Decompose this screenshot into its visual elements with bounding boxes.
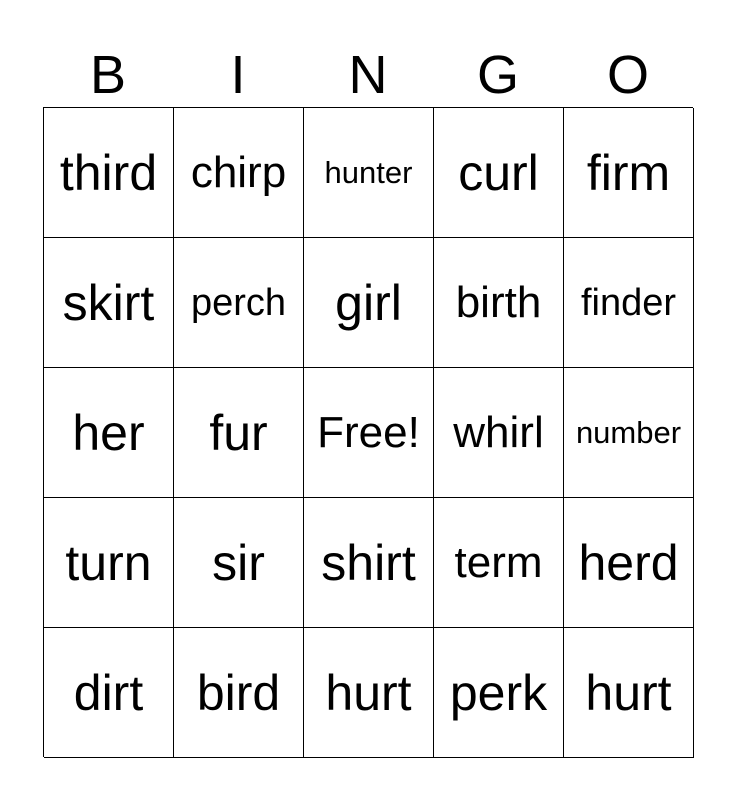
bingo-cell: hurt [564,628,694,758]
header-letter-b: B [89,45,127,105]
free-space-cell: Free! [304,368,434,498]
bingo-cell: number [564,368,694,498]
bingo-cell: herd [564,498,694,628]
bingo-cell: skirt [44,238,174,368]
bingo-cell: hurt [304,628,434,758]
bingo-cell: finder [564,238,694,368]
bingo-cell: her [44,368,174,498]
bingo-cell: perk [434,628,564,758]
bingo-cell: curl [434,108,564,238]
bingo-cell: shirt [304,498,434,628]
header-letter-i: I [230,45,246,105]
bingo-cell: third [44,108,174,238]
bingo-cell: perch [174,238,304,368]
bingo-cell: birth [434,238,564,368]
bingo-header [43,44,693,106]
bingo-cell: dirt [44,628,174,758]
bingo-board [43,107,693,757]
header-letter-g: G [476,45,519,105]
bingo-cell: bird [174,628,304,758]
header-letter-o: O [606,45,649,105]
bingo-cell: sir [174,498,304,628]
bingo-cell: chirp [174,108,304,238]
bingo-cell: term [434,498,564,628]
header-letter-n: N [348,45,388,105]
bingo-cell: firm [564,108,694,238]
bingo-cell: fur [174,368,304,498]
bingo-cell: whirl [434,368,564,498]
bingo-cell: turn [44,498,174,628]
bingo-cell: girl [304,238,434,368]
bingo-cell: hunter [304,108,434,238]
